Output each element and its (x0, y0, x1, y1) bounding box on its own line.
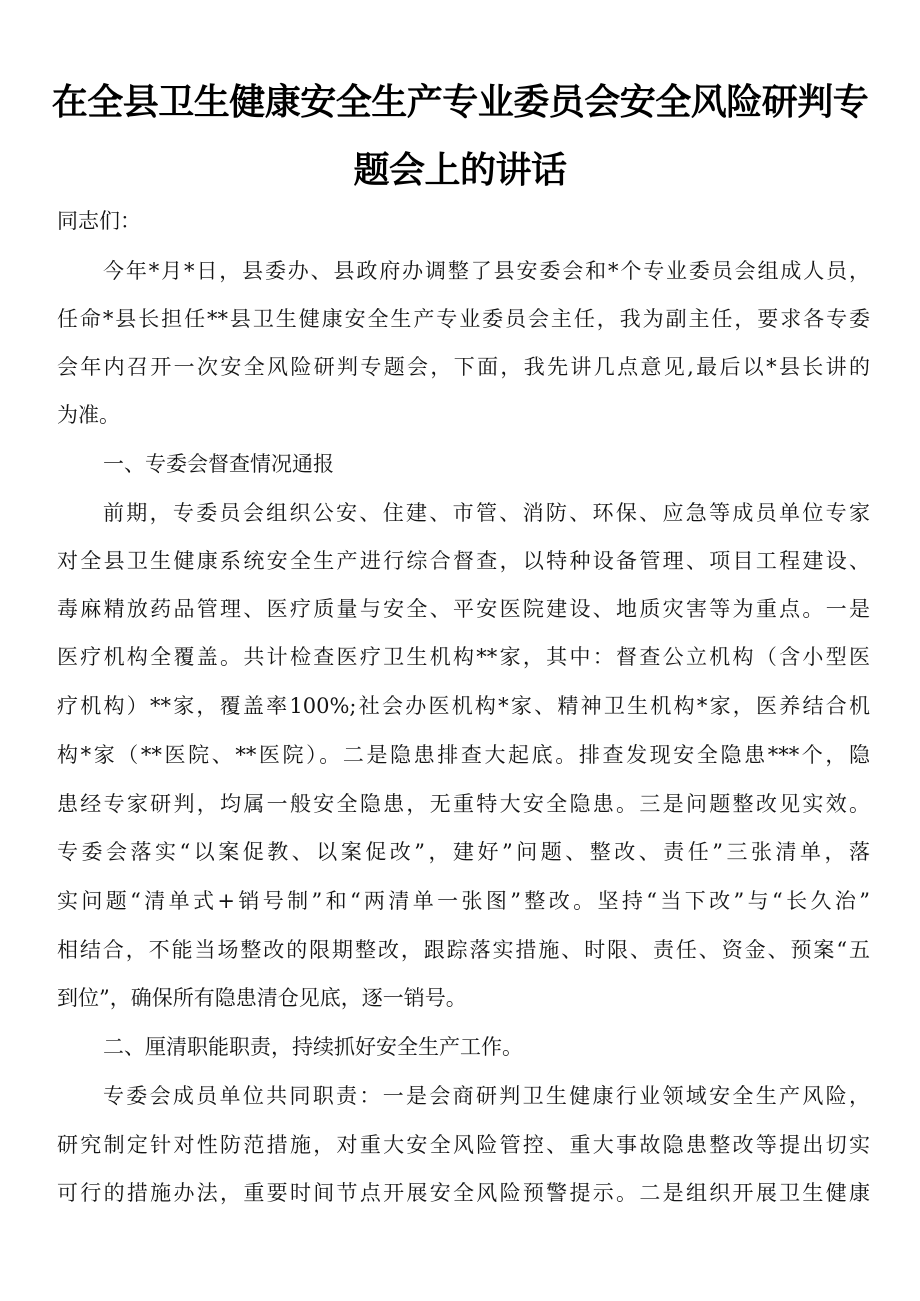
paragraph-line: 构*家（**医院、**医院）。二是隐患排查大起底。排查发现安全隐患***个，隐 (57, 743, 870, 767)
paragraph-line: 实问题“清单式+销号制”和“两清单一张图”整改。坚持“当下改”与“长久治” (57, 889, 870, 913)
paragraph-line: 专委会成员单位共同职责：一是会商研判卫生健康行业领域安全生产风险， (103, 1084, 870, 1108)
paragraph-line: 可行的措施办法，重要时间节点开展安全风险预警提示。二是组织开展卫生健康 (57, 1181, 870, 1205)
paragraph-line: 研究制定针对性防范措施，对重大安全风险管控、重大事故隐患整改等提出切实 (57, 1133, 870, 1157)
section-heading-1: 一、专委会督查情况通报 (103, 452, 334, 476)
paragraph-line: 相结合，不能当场整改的限期整改，跟踪落实措施、时限、责任、资金、预案“五 (57, 938, 870, 962)
document-title-line-2: 题会上的讲话 (353, 150, 567, 191)
paragraph-line: 医疗机构全覆盖。共计检查医疗卫生机构**家，其中：督查公立机构（含小型医 (57, 645, 870, 669)
paragraph-line: 今年*月*日，县委办、县政府办调整了县安委会和*个专业委员会组成人员， (103, 259, 870, 283)
paragraph-line: 前期，专委员会组织公安、住建、市管、消防、环保、应急等成员单位专家 (103, 501, 870, 525)
paragraph-line: 专委会落实“以案促教、以案促改”，建好”问题、整改、责任”三张清单，落 (57, 840, 870, 864)
paragraph-line: 毒麻精放药品管理、医疗质量与安全、平安医院建设、地质灾害等为重点。一是 (57, 597, 870, 621)
paragraph-line: 对全县卫生健康系统安全生产进行综合督查，以特种设备管理、项目工程建设、 (57, 549, 870, 573)
paragraph-line: 任命*县长担任**县卫生健康安全生产专业委员会主任，我为副主任，要求各专委 (57, 307, 870, 331)
salutation: 同志们： (57, 209, 141, 233)
paragraph-line: 为准。 (57, 403, 120, 427)
document-title-line-1: 在全县卫生健康安全生产专业委员会安全风险研判专 (51, 82, 869, 123)
paragraph-line: 疗机构）**家，覆盖率100%;社会办医机构*家、精神卫生机构*家，医养结合机 (57, 694, 870, 718)
paragraph-line: 患经专家研判，均属一般安全隐患，无重特大安全隐患。三是问题整改见实效。 (57, 792, 870, 816)
paragraph-line: 会年内召开一次安全风险研判专题会，下面，我先讲几点意见,最后以*县长讲的 (57, 355, 870, 379)
paragraph-line: 到位”，确保所有隐患清仓见底，逐一销号。 (57, 986, 467, 1010)
section-heading-2: 二、厘清职能职责，持续抓好安全生产工作。 (103, 1035, 523, 1059)
